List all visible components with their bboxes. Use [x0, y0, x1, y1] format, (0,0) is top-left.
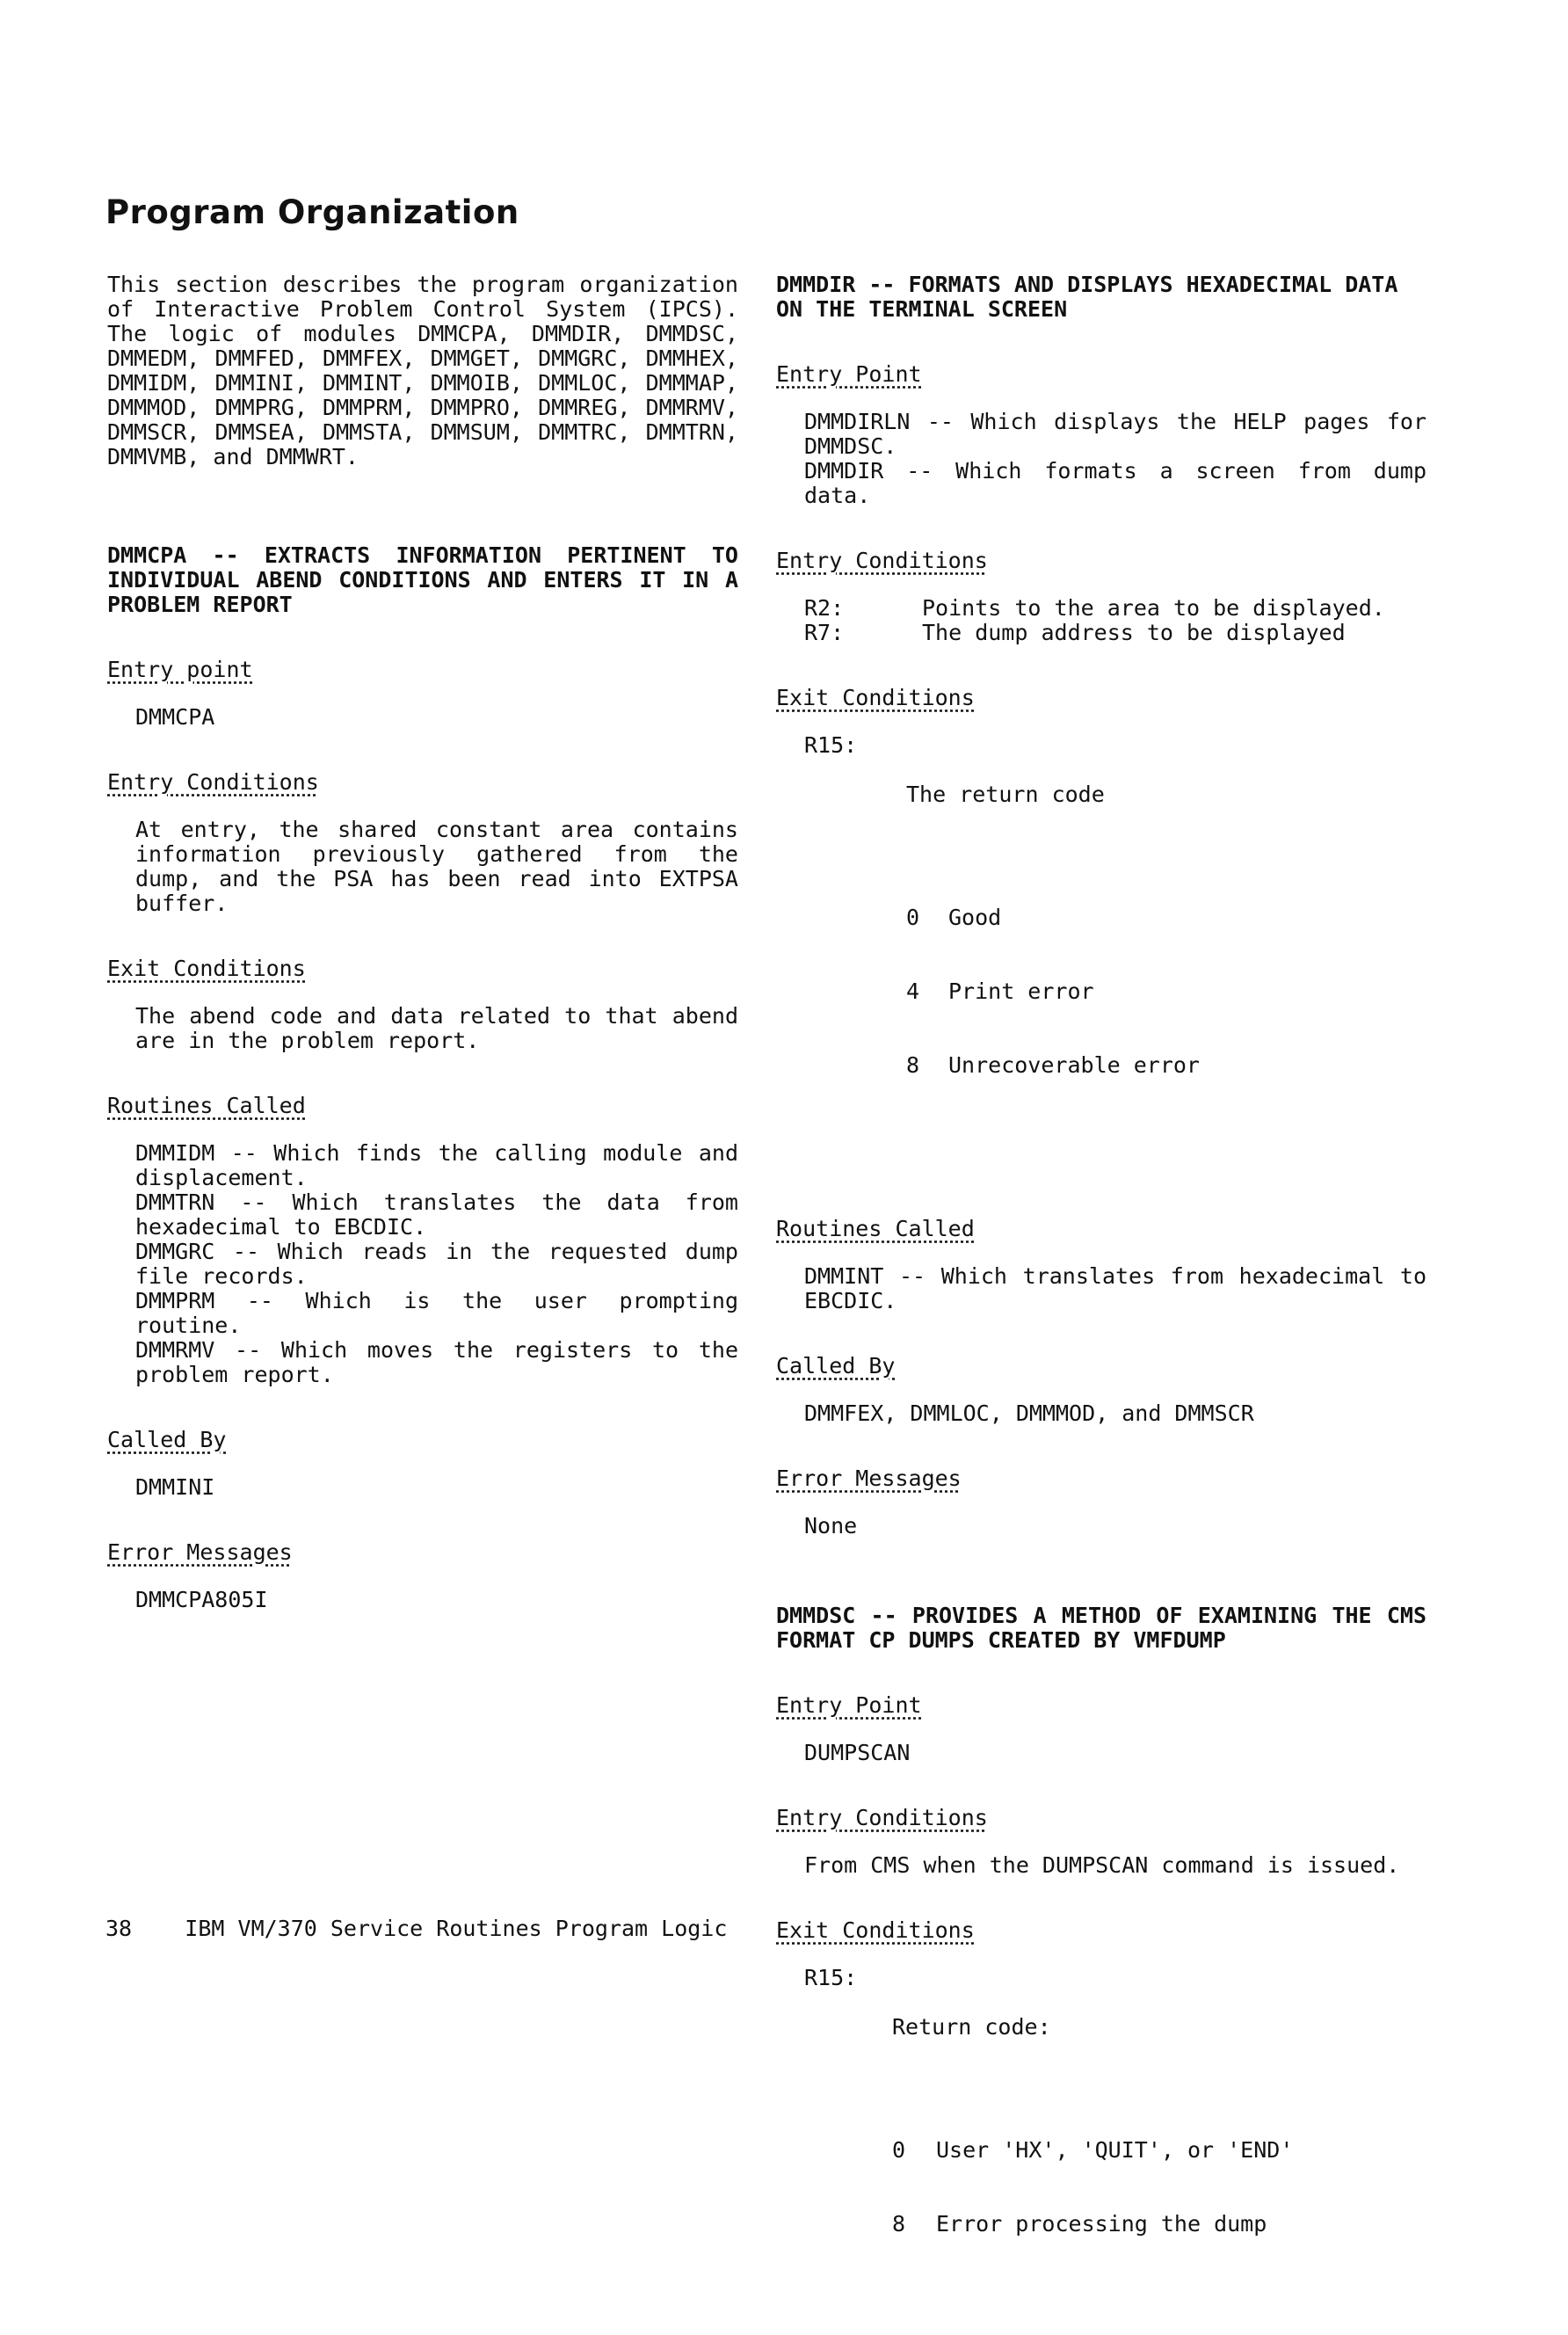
dmmcpa-entry-conditions: At entry, the shared constant area contains information previously gathered from the dump, and the PSA has been read into EXTPSA buffer.	[135, 817, 752, 916]
intro-paragraph: This section describes the program organization of Interactive Problem Control System (IPCS). The logic of modules DMMCPA, DMMDIR, DMMDSC, DMMEDM, DMMFED, DMMFEX, DMMGET, DMMGRC, DMMHEX, DMMIDM, DMMINI, DMMINT, DMMOIB, DMMLOC, DMMMAP, DMMMOD, DMMPRG, DMMPRM, DMMPRO, DMMREG, DMMRMV, DMMSCR, DMMSEA, DMMSTA, DMMSUM, DMMTRC, DMMTRN, DMMVMB, and DMMWRT.	[107, 272, 752, 469]
dmmcpa-entry-point-label: Entry point	[107, 657, 253, 682]
register-desc: Points to the area to be displayed.	[922, 595, 1385, 621]
dmmdir-called-by-label: Called By	[776, 1353, 896, 1378]
dmmdir-routines-called-label: Routines Called	[776, 1216, 975, 1241]
register-row	[804, 596, 1426, 621]
dmmdsc-entry-conditions: From CMS when the DUMPSCAN command is issued.	[804, 1852, 1400, 1878]
dmmdir-routines: DMMINT -- Which translates from hexadecimal to EBCDIC.	[804, 1263, 1441, 1313]
dmmcpa-error-messages-label: Error Messages	[107, 1539, 293, 1565]
register-desc: The dump address to be displayed	[922, 620, 1346, 645]
register-name: R15:	[804, 1965, 858, 1990]
register-name: R15:	[804, 732, 858, 758]
dmmcpa-routines-called-label: Routines Called	[107, 1093, 306, 1118]
dmmdsc-exit-conditions-label: Exit Conditions	[776, 1917, 975, 1943]
return-code-block	[804, 733, 1426, 1176]
return-code-block	[804, 1966, 1426, 2335]
return-code-title: Return code:	[892, 2014, 1051, 2040]
dmmcpa-exit-conditions-label: Exit Conditions	[107, 956, 306, 981]
left-column	[107, 272, 752, 1612]
return-code-item: 8 Unrecoverable error	[906, 1052, 1200, 1078]
dmmcpa-called-by: DMMINI	[135, 1474, 215, 1500]
return-code-item: 4 Print error	[906, 978, 1094, 1004]
dmmdir-exit-conditions-label: Exit Conditions	[776, 685, 975, 710]
list-item: DMMDIR -- Which formats a screen from dump data.	[804, 458, 1441, 508]
dmmcpa-entry-conditions-label: Entry Conditions	[107, 769, 319, 795]
return-code-item: 8 Error processing the dump	[892, 2211, 1267, 2237]
list-item: DMMPRM -- Which is the user prompting routine.	[135, 1288, 752, 1338]
dmmcpa-routines-list	[135, 1140, 752, 1387]
list-item: DMMGRC -- Which reads in the requested dump file records.	[135, 1239, 752, 1289]
dmmdir-heading: DMMDIR -- FORMATS AND DISPLAYS HEXADECIMAL DATA ON THE TERMINAL SCREEN	[776, 272, 1398, 322]
register-name: R7:	[804, 620, 845, 645]
dmmcpa-heading: DMMCPA -- EXTRACTS INFORMATION PERTINENT TO INDIVIDUAL ABEND CONDITIONS AND ENTERS IT IN A PROBLEM REPORT	[107, 542, 738, 617]
register-name: R2:	[804, 595, 845, 621]
dmmcpa-exit-conditions: The abend code and data related to that abend are in the problem report.	[135, 1003, 752, 1053]
dmmdir-entry-point-label: Entry Point	[776, 361, 922, 387]
register-row	[804, 621, 1426, 645]
dmmdsc-entry-conditions-label: Entry Conditions	[776, 1805, 988, 1830]
return-code-item: 0 User 'HX', 'QUIT', or 'END'	[892, 2137, 1294, 2163]
dmmcpa-called-by-label: Called By	[107, 1427, 227, 1452]
return-code-item: 0 Good	[906, 905, 1002, 930]
dmmdir-entry-points	[804, 409, 1441, 508]
page-title: Program Organization	[105, 193, 519, 231]
list-item: DMMRMV -- Which moves the registers to the problem report.	[135, 1337, 752, 1387]
dmmcpa-entry-point: DMMCPA	[135, 704, 215, 730]
dmmdir-error-messages-label: Error Messages	[776, 1466, 962, 1491]
dmmdsc-heading: DMMDSC -- PROVIDES A METHOD OF EXAMINING THE CMS FORMAT CP DUMPS CREATED BY VMFDUMP	[776, 1603, 1426, 1653]
page-footer: 38 IBM VM/370 Service Routines Program Logic	[105, 1916, 728, 1941]
list-item: DMMTRN -- Which translates the data from hexadecimal to EBCDIC.	[135, 1189, 752, 1240]
dmmcpa-error-messages: DMMCPA805I	[135, 1587, 268, 1612]
return-code-title: The return code	[906, 782, 1105, 807]
right-column	[776, 272, 1441, 2335]
dmmdsc-entry-point-label: Entry Point	[776, 1692, 922, 1718]
list-item: DMMIDM -- Which finds the calling module and displacement.	[135, 1140, 752, 1190]
dmmdir-called-by: DMMFEX, DMMLOC, DMMMOD, and DMMSCR	[804, 1400, 1254, 1426]
dmmdsc-entry-point: DUMPSCAN	[804, 1740, 911, 1765]
dmmdir-entry-conditions-label: Entry Conditions	[776, 548, 988, 573]
list-item: DMMDIRLN -- Which displays the HELP pages for DMMDSC.	[804, 409, 1441, 459]
dmmdir-error-messages: None	[804, 1513, 858, 1538]
